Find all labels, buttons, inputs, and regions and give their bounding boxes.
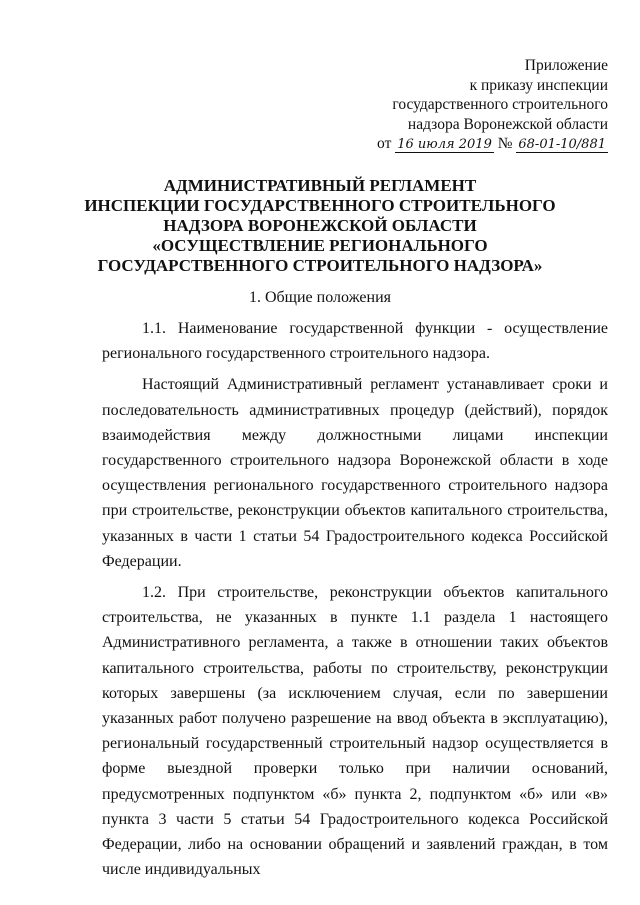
paragraph-1-1: 1.1. Наименование государственной функции - осуществление регионального государственного строительного надзора. bbox=[102, 320, 608, 363]
appendix-line: надзора Воронежской области bbox=[407, 115, 608, 133]
title-line: ГОСУДАРСТВЕННОГО СТРОИТЕЛЬНОГО НАДЗОРА» bbox=[97, 256, 543, 275]
title-line: АДМИНИСТРАТИВНЫЙ РЕГЛАМЕНТ bbox=[163, 176, 477, 195]
order-date-number-line bbox=[377, 134, 608, 154]
number-label: № bbox=[497, 135, 513, 152]
appendix-header bbox=[377, 56, 608, 154]
handwritten-number: 68-01-10/881 bbox=[518, 137, 606, 152]
from-label: от bbox=[377, 135, 392, 152]
paragraph-1-2: 1.2. При строительстве, реконструкции объектов капитального строительства, не указанных в пункте 1.1 раздела 1 настоящего Административного регламента, а также в отношении таких объектов капитального строительства, работы по строительству, реконструкции которых завершены (за исключением случая, если по завершении указанных работ получено разрешение на ввод объекта в эксплуатацию), региональный государственный строительный надзор осуществляется в форме выездной проверки только при наличии оснований, предусмотренных подпунктом «б» пункта 2, подпунктом «б» или «в» пункта 3 части 5 статьи 54 Градостроительного кодекса Российской Федерации, либо на основании обращений и заявлений граждан, в том числе индивидуальных bbox=[102, 584, 608, 879]
paragraph-regulation-scope: Настоящий Административный регламент устанавливает сроки и последовательность административных процедур (действий), порядок взаимодействия между должностными лицами инспекции государственного строительного надзора Воронежской области в ходе осуществления регионального государственного строительного надзора при строительстве, реконструкции объектов капитального строительства, указанных в части 1 статьи 54 Градостроительного кодекса Российской Федерации. bbox=[102, 376, 608, 570]
title-line: «ОСУЩЕСТВЛЕНИЕ РЕГИОНАЛЬНОГО bbox=[152, 236, 488, 255]
handwritten-date: 16 июля 2019 bbox=[397, 137, 492, 152]
title-line: НАДЗОРА ВОРОНЕЖСКОЙ ОБЛАСТИ bbox=[163, 216, 477, 235]
appendix-line: к приказу инспекции bbox=[469, 76, 608, 94]
document-title bbox=[0, 176, 640, 276]
appendix-line: Приложение bbox=[524, 57, 608, 74]
section-heading: 1. Общие положения bbox=[248, 289, 392, 306]
document-body bbox=[102, 316, 608, 882]
appendix-line: государственного строительного bbox=[392, 96, 608, 113]
title-line: ИНСПЕКЦИИ ГОСУДАРСТВЕННОГО СТРОИТЕЛЬНОГО bbox=[84, 196, 556, 215]
